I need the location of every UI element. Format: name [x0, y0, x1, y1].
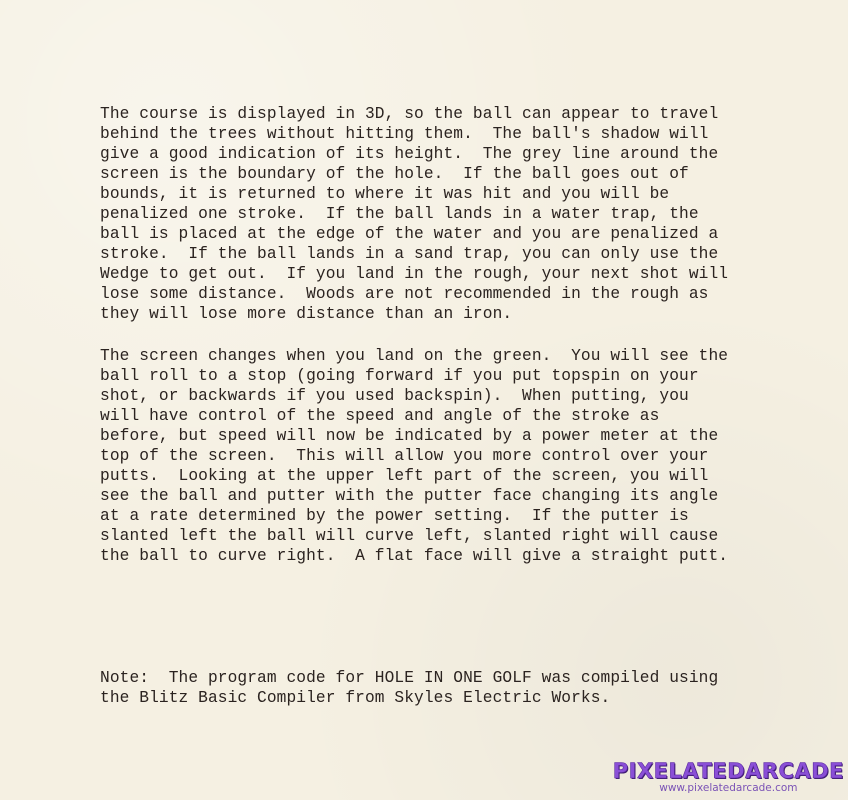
compiler-note: Note: The program code for HOLE IN ONE GOLF was compiled using the Blitz Basic Compiler from Skyles Electric Works. [100, 669, 719, 707]
paragraph-course-display: The course is displayed in 3D, so the ball can appear to travel behind the trees without hitting them. The ball's shadow will give a good indication of its height. The grey line around the screen is the boundary of the hole. If the ball goes out of bounds, it is returned to where it was hit and you will be penalized one stroke. If the ball lands in a water trap, the ball is placed at the edge of the water and you are penalized a stroke. If the ball lands in a sand trap, you can only use the Wedge to get out. If you land in the rough, your next shot will lose some distance. Woods are not recommended in the rough as they will lose more distance than an iron. [100, 105, 729, 323]
watermark-url: www.pixelatedarcade.com [659, 782, 798, 794]
watermark [613, 760, 844, 794]
paragraph-putting: The screen changes when you land on the green. You will see the ball roll to a stop (going forward if you put topspin on your shot, or backwards if you used backspin). When putting, you will have control of the speed and angle of the stroke as before, but speed will now be indicated by a power meter at the top of the screen. This will allow you more control over your putts. Looking at the upper left part of the screen, you will see the ball and putter with the putter face changing its angle at a rate determined by the power setting. If the putter is slanted left the ball will curve left, slanted right will cause the ball to curve right. A flat face will give a straight putt. [100, 347, 729, 565]
watermark-logo: PIXELATEDARCADE [612, 759, 844, 783]
